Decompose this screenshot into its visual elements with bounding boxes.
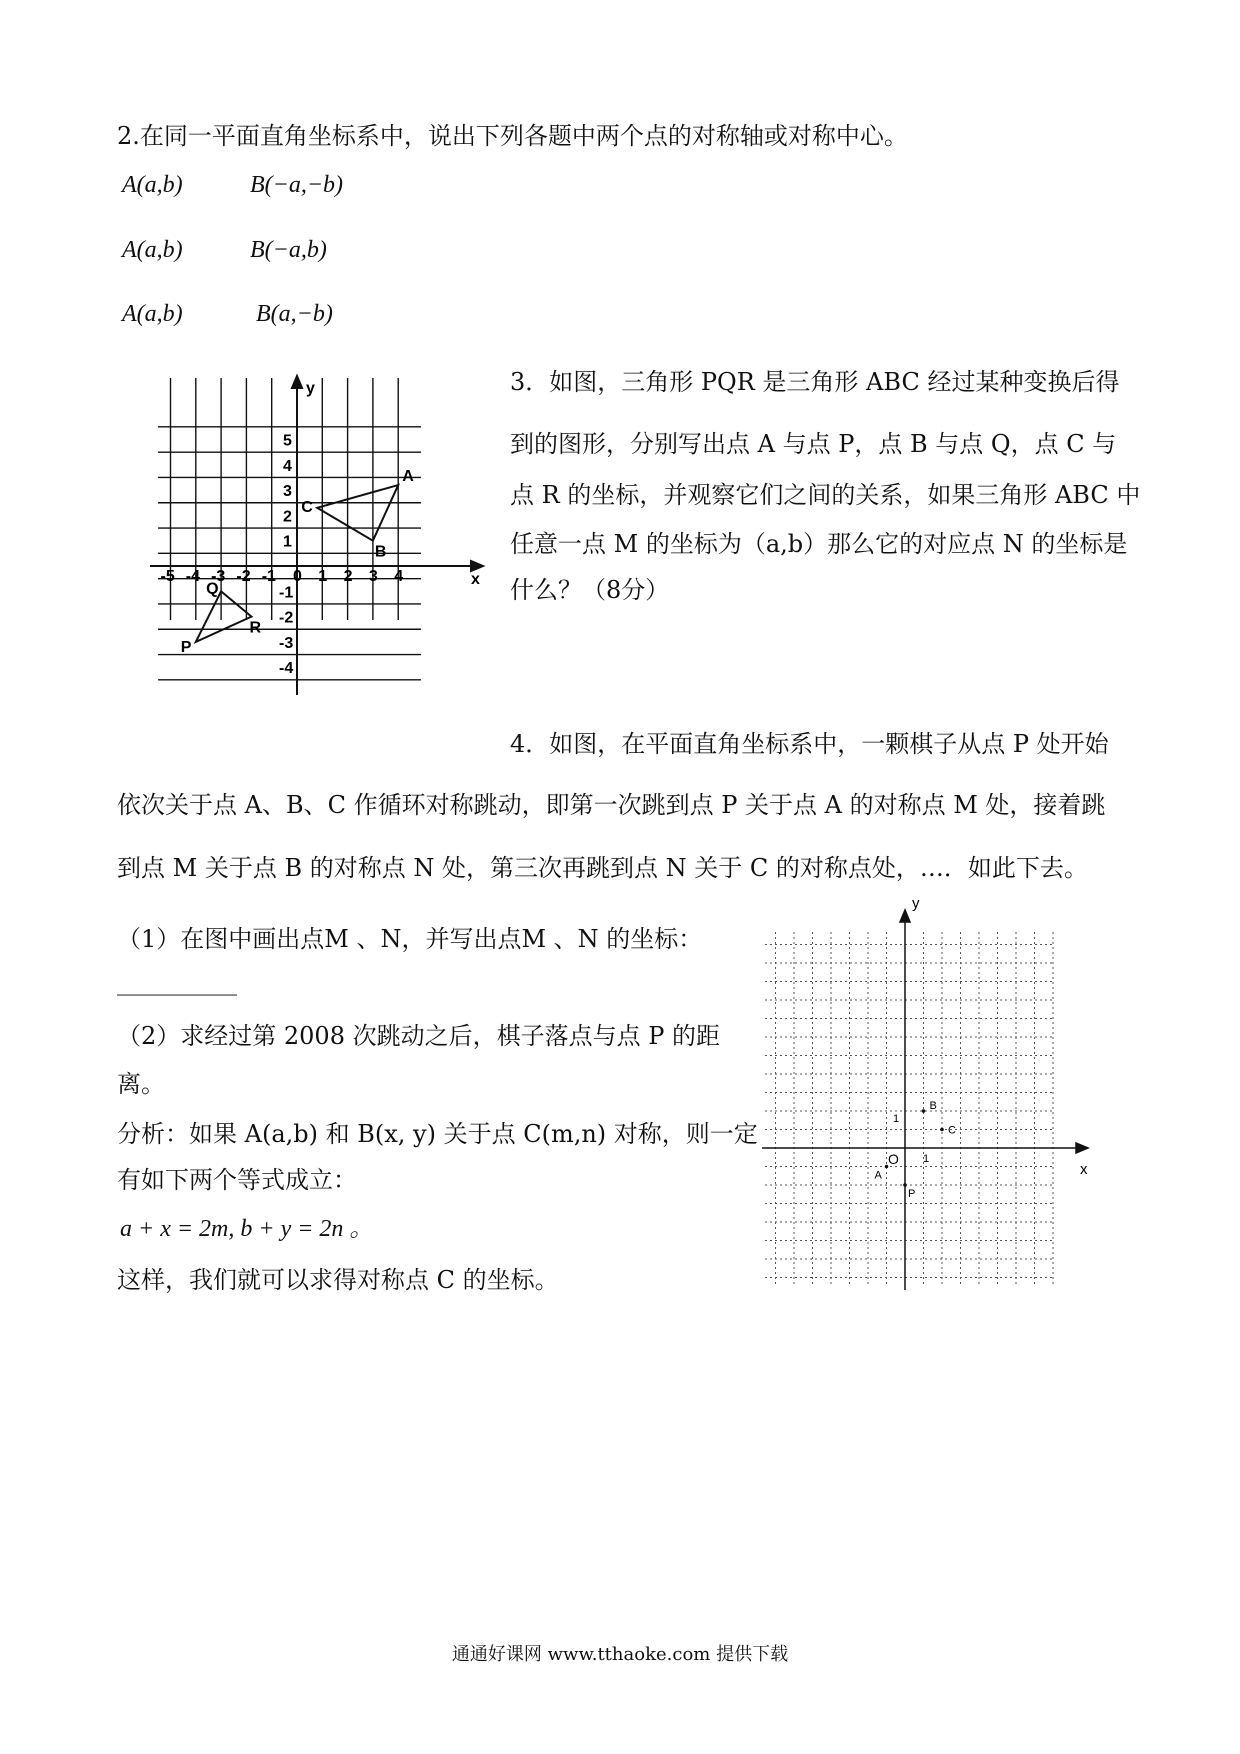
q3-y-tick-label: 5 <box>283 432 292 450</box>
q3-y-tick-label: 2 <box>283 508 292 526</box>
q3-y-tick-label: 1 <box>283 533 292 551</box>
q4-coordinate-figure <box>760 892 1100 1292</box>
q4-point-c <box>940 1128 944 1132</box>
q3-line3: 点 R 的坐标，并观察它们之间的关系，如果三角形 ABC 中 <box>510 481 1141 509</box>
q3-line2: 到的图形，分别写出点 A 与点 P，点 B 与点 Q，点 C 与 <box>510 430 1117 458</box>
q3-x-tick-label: 4 <box>394 568 404 585</box>
q3-point-label-r: R <box>249 619 262 637</box>
q4-point-p <box>903 1183 907 1187</box>
q4-point-label-b: B <box>929 1100 937 1112</box>
q3-point-label-a: A <box>402 468 414 486</box>
q3-y-axis-label: y <box>306 380 315 397</box>
q3-line4: 任意一点 M 的坐标为（a,b）那么它的对应点 N 的坐标是 <box>510 530 1128 558</box>
q3-axes <box>150 376 483 695</box>
q2-stem: 2.在同一平面直角坐标系中，说出下列各题中两个点的对称轴或对称中心。 <box>117 122 908 150</box>
q2-pair1-a: A(a,b) <box>122 172 183 198</box>
q4-sub2-line2: 离。 <box>117 1070 165 1098</box>
q3-y-tick-label: 3 <box>283 483 292 501</box>
q3-x-tick-label: 1 <box>318 568 328 585</box>
q3-x-tick-label: -2 <box>236 568 251 585</box>
q3-point-label-p: P <box>180 638 192 656</box>
q3-x-tick-label: -1 <box>261 568 276 585</box>
q4-x-axis-label: x <box>1080 1161 1088 1178</box>
q3-y-tick-label: -3 <box>279 634 294 652</box>
q3-x-tick-label: 3 <box>368 568 378 585</box>
q4-formula: a + x = 2m, b + y = 2n 。 <box>120 1216 374 1242</box>
q4-point-b <box>922 1109 926 1113</box>
q3-point-label-c: C <box>301 498 313 516</box>
q3-y-tick-labels <box>279 433 293 678</box>
q3-coordinate-figure <box>150 370 500 710</box>
q3-x-tick-labels <box>161 568 404 585</box>
q3-y-tick-label: 4 <box>283 457 292 475</box>
q4-dotted-grid <box>765 932 1053 1287</box>
q2-pair2-a: A(a,b) <box>122 237 183 263</box>
q4-unit-y-label: 1 <box>893 1113 900 1125</box>
q3-line1: 3．如图，三角形 PQR 是三角形 ABC 经过某种变换后得 <box>510 368 1120 396</box>
q4-conclusion: 这样，我们就可以求得对称点 C 的坐标。 <box>117 1266 559 1294</box>
q2-pair3-b: B(a,−b) <box>256 301 333 327</box>
q3-triangle-pqr <box>196 591 252 642</box>
q4-analysis-line2: 有如下两个等式成立： <box>117 1166 357 1194</box>
q4-point-label-a: A <box>874 1169 882 1182</box>
q2-pair1-b: B(−a,−b) <box>250 172 344 198</box>
q4-point-label-p: P <box>908 1188 916 1200</box>
q3-x-tick-label: -3 <box>211 568 226 585</box>
q3-y-tick-label: -2 <box>279 609 294 627</box>
q4-origin-label: O <box>888 1151 899 1167</box>
q4-y-axis-label: y <box>912 895 920 912</box>
q4-axes <box>762 910 1088 1290</box>
q3-point-label-b: B <box>374 543 387 561</box>
q3-x-axis-label: x <box>471 571 480 588</box>
q3-y-tick-label: -4 <box>279 660 294 678</box>
q3-y-tick-label: -1 <box>279 584 294 602</box>
q3-line5: 什么？（8分） <box>510 576 670 604</box>
q4-point-a <box>885 1165 889 1169</box>
q4-answer-blank: __________ <box>117 968 237 996</box>
q3-x-tick-label: 2 <box>343 568 353 585</box>
q4-line1: 4．如图，在平面直角坐标系中，一颗棋子从点 P 处开始 <box>510 730 1109 758</box>
q4-line2: 依次关于点 A、B、C 作循环对称跳动，即第一次跳到点 P 关于点 A 的对称点 M 处，接着跳 <box>117 791 1106 819</box>
q2-pair2-b: B(−a,b) <box>250 237 327 263</box>
q3-point-label-q: Q <box>206 580 219 598</box>
q3-x-tick-label: 0 <box>293 568 302 585</box>
q4-point-label-c: C <box>948 1124 956 1137</box>
q2-pair3-a: A(a,b) <box>122 301 183 327</box>
q3-x-tick-label: -4 <box>185 568 201 585</box>
q3-triangle-abc <box>317 485 398 541</box>
page-footer: 通通好课网 www.tthaoke.com 提供下载 <box>451 1644 789 1665</box>
q4-line3: 到点 M 关于点 B 的对称点 N 处，第三次再跳到点 N 关于 C 的对称点处，…．如此下去。 <box>117 854 1088 882</box>
q4-sub2-line1: （2）求经过第 2008 次跳动之后，棋子落点与点 P 的距 <box>117 1022 721 1050</box>
q4-sub1: （1）在图中画出点M 、N，并写出点M 、N 的坐标： <box>117 925 703 953</box>
q4-analysis-line1: 分析：如果 A(a,b) 和 B(x, y) 关于点 C(m,n) 对称，则一定 <box>117 1120 758 1148</box>
q4-unit-x-label: 1 <box>923 1153 930 1165</box>
q3-x-tick-label: -5 <box>160 568 175 585</box>
